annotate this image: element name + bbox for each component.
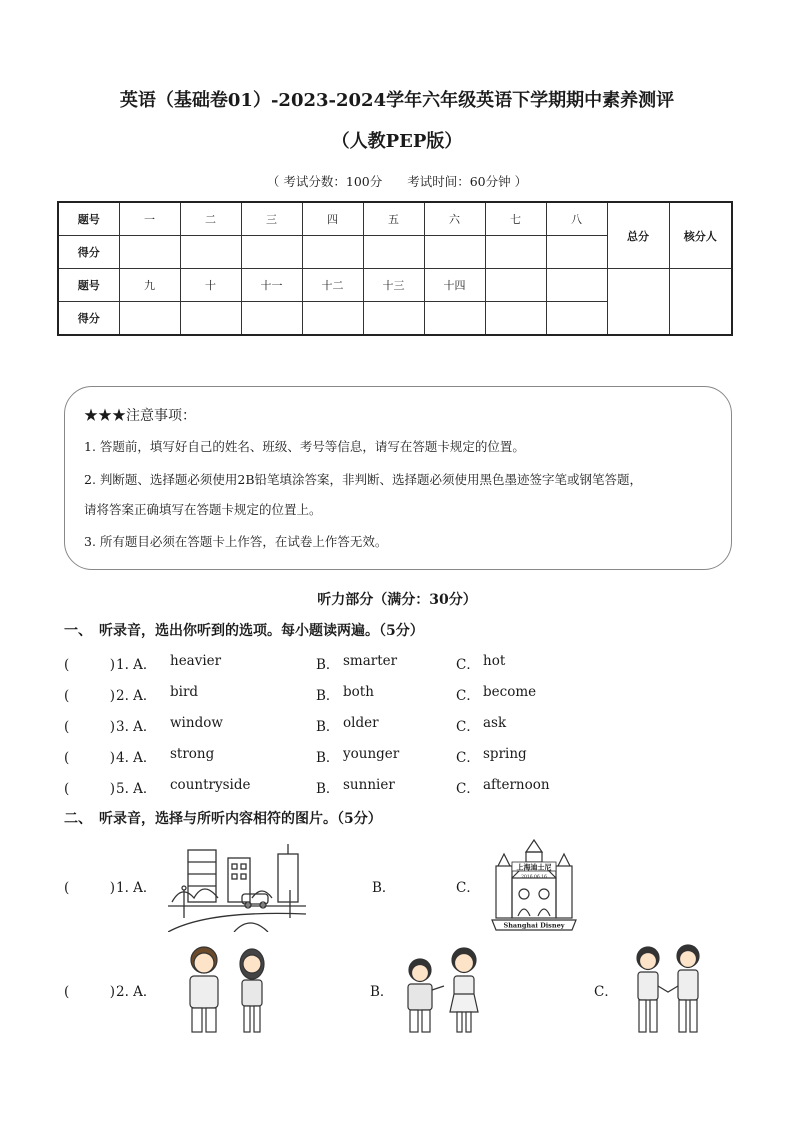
question-number-cell: 七 [485,202,546,236]
question-number-cell: 一 [119,202,180,236]
question-row [64,746,744,766]
listening-section-title: 听力部分（满分：30分） [317,592,477,608]
answer-blank[interactable]: ( ) [64,880,116,896]
picture-question-1 [64,838,744,938]
answer-blank[interactable]: ( ) [64,657,116,673]
option-c-label: C． [456,657,480,673]
option-b-label: B． [370,984,394,1000]
score-cell[interactable] [180,236,241,269]
checker-cell[interactable] [669,269,732,336]
score-cell[interactable] [119,302,180,336]
option-b-label: B． [316,781,340,797]
question-number-cell: 十三 [363,269,424,302]
question-number-cell: 八 [546,202,607,236]
score-table [57,201,733,336]
option-b: younger [343,746,400,762]
score-cell[interactable] [302,302,363,336]
notice-item-1: 1. 答题前，填写好自己的姓名、班级、考号等信息，请写在答题卡规定的位置。 [84,439,525,454]
question-number-cell: 九 [119,269,180,302]
question-number: 2. A． [116,984,157,1000]
notice-item-3: 3. 所有题目必须在答题卡上作答，在试卷上作答无效。 [84,534,388,549]
option-b-label: B． [316,719,340,735]
total-score-label: 总分 [607,202,669,269]
score-cell[interactable] [302,236,363,269]
score-row-question-numbers-2 [58,269,732,302]
option-c: hot [483,653,506,669]
score-cell[interactable] [363,236,424,269]
option-a: strong [170,746,215,762]
option-c: spring [483,746,527,762]
score-cell[interactable] [546,302,607,336]
exam-edition: （人教PEP版） [331,131,463,152]
question-number-cell: 四 [302,202,363,236]
option-c: ask [483,715,507,731]
option-c-label: C． [456,880,480,896]
question-number: 4. A． [116,750,157,766]
disney-banner-text: Shanghai Disney [503,921,565,930]
total-score-cell[interactable] [607,269,669,336]
exam-title: 英语（基础卷01）-2023-2024学年六年级英语下学期期中素养测评 [119,90,675,111]
score-cell[interactable] [485,302,546,336]
option-b: smarter [343,653,398,669]
score-cell[interactable] [241,236,302,269]
disney-sign-text: 上海迪士尼 [516,862,552,872]
boy-pointing-girl-picture [400,942,492,1038]
checker-label: 核分人 [669,202,732,269]
question-row [64,653,744,673]
shanghai-disney-picture [488,838,580,934]
option-c-label: C． [594,984,618,1000]
option-c-label: C． [456,781,480,797]
question-number: 3. A． [116,719,157,735]
answer-blank[interactable]: ( ) [64,984,116,1000]
part2-heading: 二、 听录音，选择与所听内容相符的图片。（5分） [64,811,382,827]
option-b-label: B． [316,750,340,766]
score-cell[interactable] [363,302,424,336]
question-row [64,684,744,704]
option-b-label: B． [316,688,340,704]
option-b: sunnier [343,777,395,793]
question-number-cell [546,269,607,302]
score-cell[interactable] [424,236,485,269]
question-row [64,715,744,735]
city-street-picture [168,840,306,932]
option-b: older [343,715,379,731]
option-a: bird [170,684,199,700]
question-number-cell: 十二 [302,269,363,302]
question-number-cell: 十 [180,269,241,302]
question-number-cell: 六 [424,202,485,236]
disney-date-text: 2016.06.16 [521,875,547,880]
boy-and-girl-picture [182,942,274,1038]
answer-blank[interactable]: ( ) [64,781,116,797]
score-cell[interactable] [180,302,241,336]
score-label: 得分 [58,302,119,336]
answer-blank[interactable]: ( ) [64,719,116,735]
option-c-label: C． [456,688,480,704]
answer-blank[interactable]: ( ) [64,688,116,704]
exam-info: （ 考试分数：100分 考试时间：60分钟 ） [266,174,528,189]
option-b-label: B． [372,880,396,896]
option-c-label: C． [456,719,480,735]
notice-item-2: 2. 判断题、选择题必须使用2B铅笔填涂答案，非判断、选择题必须使用黑色墨迹签字笔或钢笔答题， [84,472,643,487]
score-cell[interactable] [546,236,607,269]
question-number: 1. A． [116,657,157,673]
notice-heading: ★★★注意事项： [84,408,196,424]
option-b: both [343,684,374,700]
question-row [64,777,744,797]
option-a: countryside [170,777,251,793]
question-number-label: 题号 [58,269,119,302]
question-number-cell [485,269,546,302]
score-cell[interactable] [424,302,485,336]
part1-heading: 一、 听录音，选出你听到的选项。每小题读两遍。（5分） [64,623,424,639]
score-cell[interactable] [485,236,546,269]
score-cell[interactable] [241,302,302,336]
question-number-cell: 二 [180,202,241,236]
question-number-cell: 十一 [241,269,302,302]
question-number-cell: 五 [363,202,424,236]
option-c: become [483,684,537,700]
question-number: 1. A． [116,880,157,896]
question-number-cell: 十四 [424,269,485,302]
option-c: afternoon [483,777,550,793]
option-a: window [170,715,223,731]
score-label: 得分 [58,236,119,269]
option-c-label: C． [456,750,480,766]
question-number: 5. A． [116,781,157,797]
two-boys-holding-hands-picture [630,942,710,1038]
question-number-label: 题号 [58,202,119,236]
score-cell[interactable] [119,236,180,269]
option-a: heavier [170,653,222,669]
picture-question-2 [64,940,744,1040]
question-number: 2. A． [116,688,157,704]
option-b-label: B． [316,657,340,673]
question-number-cell: 三 [241,202,302,236]
answer-blank[interactable]: ( ) [64,750,116,766]
score-row-question-numbers [58,202,732,236]
notice-item-2-continued: 请将答案正确填写在答题卡规定的位置上。 [84,502,322,517]
